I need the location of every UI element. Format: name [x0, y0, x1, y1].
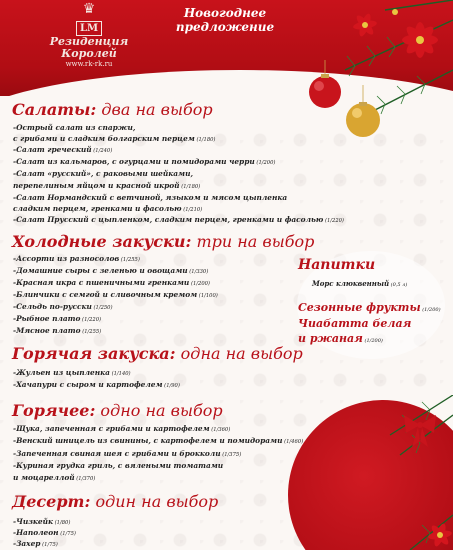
section-hot-appetizer-subtitle: одна на выбор [175, 344, 303, 363]
bow-icon [404, 415, 436, 447]
offer-title-line-2: предложение [175, 20, 275, 34]
logo-line-2: Королей [61, 47, 117, 60]
menu-item: -Острый салат из спаржи, [13, 123, 136, 132]
logo-line-1: Резиденция [49, 35, 129, 48]
section-salads-title: Салаты: [12, 100, 97, 119]
section-cold-appetizers-title: Холодные закуски: [12, 232, 192, 251]
logo-url: www.rk-rk.ru [65, 60, 113, 68]
menu-item: -Наполеон (1/75) [13, 528, 76, 537]
drinks-title: Напитки [298, 257, 376, 273]
christmas-decoration-bottom [280, 395, 453, 550]
section-hot-appetizer-title: Горячая закуска: [12, 344, 176, 363]
drink-item: Морс клюквенный (0,5 л) [312, 279, 408, 288]
menu-item: -Захер (1/75) [13, 539, 58, 548]
section-salads-subtitle: два на выбор [96, 100, 213, 119]
section-dessert-subtitle: один на выбор [90, 492, 219, 511]
crown-icon: ♛ [82, 1, 96, 17]
menu-item: -Куриная грудка гриль, с вялеными томатами [13, 461, 224, 470]
offer-title [160, 6, 290, 34]
section-hot-appetizer-heading [12, 344, 303, 363]
menu-item: -Мясное плато (1/255) [13, 326, 102, 335]
bread-line-1: Чиабатта белая [298, 317, 412, 330]
menu-item: -Домашние сыры с зеленью и овощами (1/330) [13, 266, 209, 275]
menu-item: -Ассорти из разносолов (1/255) [13, 254, 140, 263]
section-hot-dishes-heading [12, 401, 223, 420]
bread-line-2: и ржаная (1/200) [298, 332, 383, 345]
logo-monogram: LM [76, 21, 102, 36]
menu-item: -Салат «русский», с раковыми шейками, [13, 169, 194, 178]
section-dessert-heading [12, 492, 218, 511]
menu-item: -Салат Прусский с цыпленком, сладким перцем, гренками и фасолью (1/220) [13, 215, 344, 224]
menu-item: -Салат из кальмаров, с огурцами и помидорами черри (1/200) [13, 157, 276, 166]
menu-item: -Сельдь по-русски (1/250) [13, 302, 113, 311]
menu-item: -Запеченная свиная шея с грибами и брокколи (1/375) [13, 449, 242, 458]
menu-item: -Венский шницель из свинины, с картофелем и помидорами (1/460) [13, 436, 304, 445]
menu-item: -Салат греческий (1/240) [13, 145, 113, 154]
section-dessert-title: Десерт: [12, 492, 91, 511]
section-salads-heading [12, 100, 213, 119]
menu-item: сладким перцем, гренками и фасолью (1/210) [13, 204, 203, 213]
christmas-decoration-top [285, 0, 453, 160]
menu-item: -Щука, запеченная с грибами и картофелем (1/360) [13, 424, 231, 433]
menu-item: -Рыбное плато (1/220) [13, 314, 102, 323]
section-cold-appetizers-subtitle: три на выбор [191, 232, 315, 251]
section-cold-appetizers-heading [12, 232, 314, 251]
menu-item: с грибами и сладким болгарским перцем (1/180) [13, 134, 216, 143]
offer-title-line-1: Новогоднее [183, 6, 267, 20]
menu-item: -Жульен из цыпленка (1/140) [13, 368, 131, 377]
seasonal-fruits: Сезонные фрукты (1/200) [298, 301, 441, 314]
section-hot-dishes-title: Горячее: [12, 401, 96, 420]
menu-item: -Красная икра с пшеничными гренками (1/200) [13, 278, 210, 287]
menu-item: -Блинчики с семгой и сливочным кремом (1/100) [13, 290, 218, 299]
menu-item: перепелиным яйцом и красной икрой (1/180) [13, 181, 201, 190]
menu-item: -Салат Нормандский с ветчиной, языком и мясом цыпленка [13, 193, 288, 202]
menu-item: и моцареллой (1/370) [13, 473, 96, 482]
section-hot-dishes-subtitle: одно на выбор [95, 401, 223, 420]
menu-item: -Чизкейк (1/80) [13, 517, 71, 526]
menu-item: -Хачапури с сыром и картофелем (1/90) [13, 380, 180, 389]
logo [44, 2, 134, 78]
